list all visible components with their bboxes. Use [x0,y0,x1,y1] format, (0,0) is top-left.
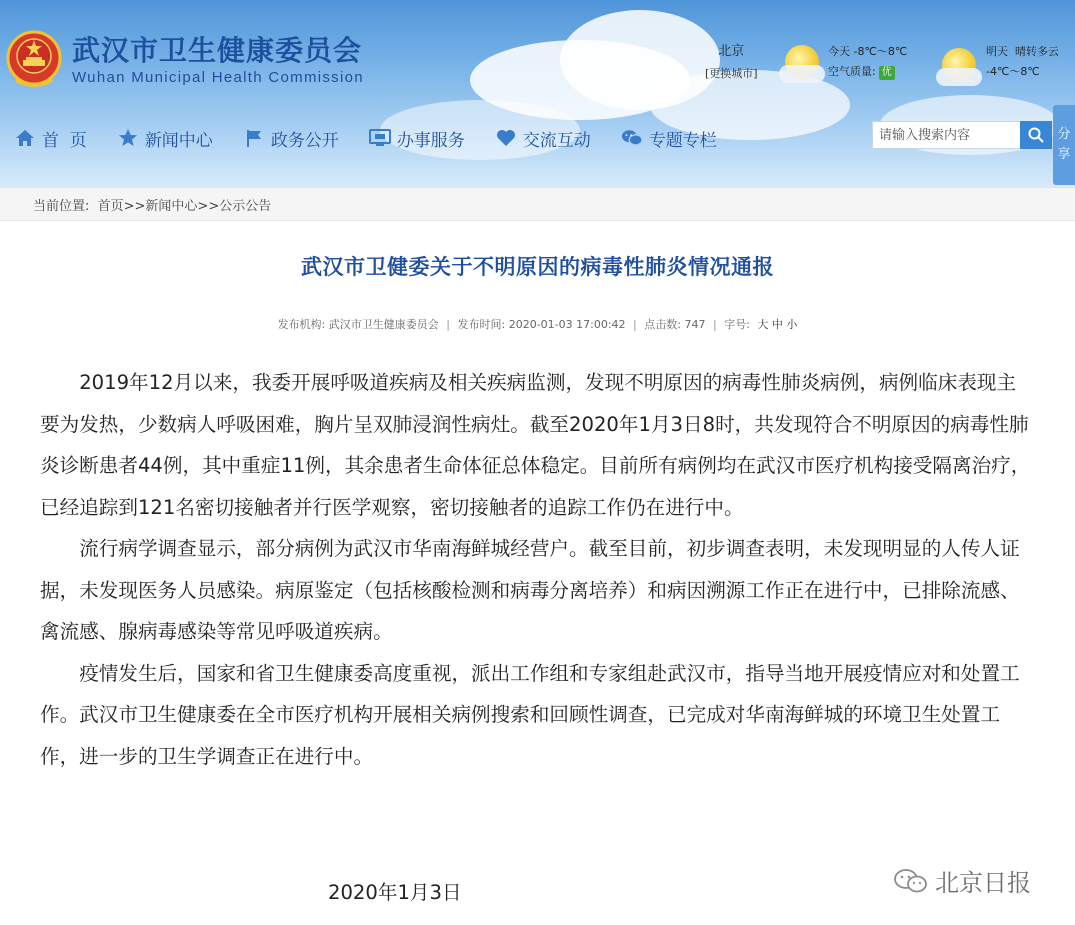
wechat-icon [893,868,929,894]
article-meta: 发布机构: 武汉市卫生健康委员会 | 发布时间: 2020-01-03 17:00:42 | 点击数: 747 | 字号: 大 中 小 [277,318,798,331]
meta-publisher: 武汉市卫生健康委员会 [328,318,439,331]
site-header [0,0,1075,187]
meta-fontsize-label: 字号: [724,318,750,331]
chat-icon [621,127,643,149]
article-body [40,362,1035,777]
nav-item-government[interactable] [243,126,339,151]
today-temp: -8℃～8℃ [853,45,908,58]
site-logo[interactable] [6,30,364,90]
font-size-options[interactable]: 大 中 小 [757,318,798,331]
nav-label: 专题专栏 [648,130,717,151]
watermark-text: 北京日报 [935,869,1031,897]
flag-icon [243,127,265,149]
article-date: 2020年1月3日 [328,881,462,904]
search-input[interactable] [872,121,1020,149]
change-city-link[interactable]: [更换城市] [705,67,758,80]
nav-item-interaction[interactable] [495,126,591,151]
sunny-weather-icon [785,45,819,79]
article-title: 武汉市卫健委关于不明原因的病毒性肺炎情况通报 [301,255,774,279]
nav-label: 新闻中心 [144,130,213,151]
nav-label: 首 页 [42,130,87,151]
meta-clicks: 747 [684,318,706,331]
search-button[interactable] [1020,121,1052,149]
search-icon [1028,127,1044,143]
watermark [893,863,1031,898]
meta-publisher-label: 发布机构: [277,318,326,331]
monitor-icon [369,127,391,149]
star-icon [117,127,139,149]
national-emblem-icon [6,30,62,90]
air-quality-label: 空气质量: [828,65,876,78]
city-selector [705,40,758,81]
share-button[interactable]: 分享 [1053,105,1075,185]
tomorrow-weather-text: 晴转多云 [1015,45,1059,58]
air-quality-badge: 优 [879,66,895,80]
heart-icon [495,127,517,149]
nav-label: 政务公开 [270,130,339,151]
nav-item-news[interactable] [117,126,213,151]
today-label: 今天 [828,45,850,58]
search-box [872,121,1052,149]
tomorrow-temp: -4℃～8℃ [986,65,1040,78]
meta-clicks-label: 点击数: [644,318,681,331]
tomorrow-weather [986,42,1059,82]
nav-item-home[interactable] [14,126,87,151]
site-name-cn: 武汉市卫生健康委员会 [72,33,363,67]
nav-item-topics[interactable] [621,126,717,151]
meta-time-label: 发布时间: [457,318,506,331]
tomorrow-label: 明天 [986,45,1008,58]
nav-item-services[interactable] [369,126,465,151]
city-name: 北京 [718,44,745,59]
meta-time: 2020-01-03 17:00:42 [508,318,626,331]
today-weather [828,42,907,82]
article-paragraph: 流行病学调查显示，部分病例为武汉市华南海鲜城经营户。截至目前，初步调查表明，未发现明显的人传人证据，未发现医务人员感染。病原鉴定（包括核酸检测和病毒分离培养）和病因溯源工作正在进行中，已排除流感、禽流感、腺病毒感染等常见呼吸道疾病。 [40,537,1020,643]
breadcrumb[interactable]: 当前位置: 首页>>新闻中心>>公示公告 [33,199,272,214]
article-paragraph: 2019年12月以来，我委开展呼吸道疾病及相关疾病监测，发现不明原因的病毒性肺炎病例，病例临床表现主要为发热，少数病人呼吸困难，胸片呈双肺浸润性病灶。截至2020年1月3日8时，共发现符合不明原因的病毒性肺炎诊断患者44例，其中重症11例，其余患者生命体征总体稳定。目前所有病例均在武汉市医疗机构接受隔离治疗，已经追踪到121名密切接触者并行医学观察，密切接触者的追踪工作仍在进行中。 [40,371,1031,519]
home-icon [14,127,36,149]
cloudy-weather-icon [942,48,976,82]
main-nav [0,118,747,158]
site-name-en: Wuhan Municipal Health Commission [72,68,364,86]
nav-label: 交流互动 [522,130,591,151]
nav-label: 办事服务 [396,130,465,151]
article-paragraph: 疫情发生后，国家和省卫生健康委高度重视，派出工作组和专家组赴武汉市，指导当地开展疫情应对和处置工作。武汉市卫生健康委在全市医疗机构开展相关病例搜索和回顾性调查，已完成对华南海鲜城的环境卫生处置工作，进一步的卫生学调查正在进行中。 [40,661,1020,768]
